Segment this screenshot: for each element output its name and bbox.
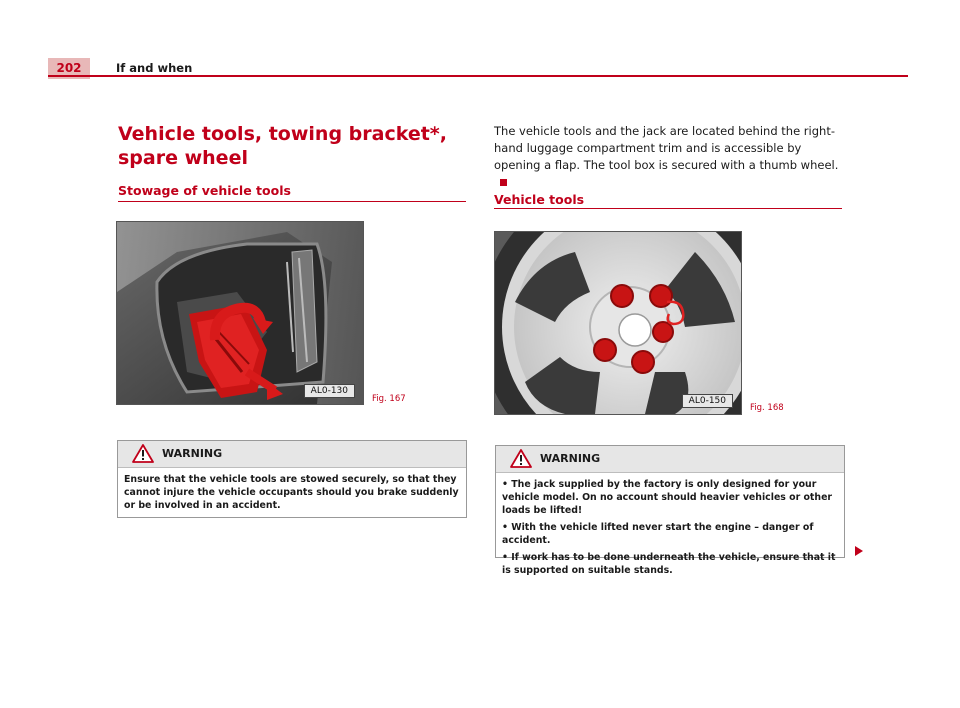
continue-arrow-icon <box>854 545 864 557</box>
warning-item: • The jack supplied by the factory is only designed for your vehicle model. On no account should heavier vehicles or other loads be lifted! <box>502 479 833 516</box>
tool-stowage-illustration <box>117 222 363 404</box>
page-title-line2: spare wheel <box>118 147 248 169</box>
warning-triangle-icon <box>132 444 154 463</box>
subtitle-vehicle-tools: Vehicle tools <box>494 192 585 207</box>
alloy-wheel-illustration <box>495 232 741 414</box>
page-number: 202 <box>48 58 90 79</box>
warning-title: WARNING <box>162 447 223 460</box>
figure-code: AL0-150 <box>682 394 733 408</box>
warning-item: • If work has to be done underneath the vehicle, ensure that it is supported on suitable stands. <box>502 552 836 576</box>
warning-list <box>496 473 844 589</box>
figure-label-167: Fig. 167 <box>372 394 406 404</box>
warning-triangle-icon <box>510 449 532 468</box>
intro-paragraph <box>494 123 846 191</box>
subtitle-stowage: Stowage of vehicle tools <box>118 183 291 198</box>
section-title: If and when <box>116 61 193 75</box>
header-rule <box>48 75 908 77</box>
warning-text: Ensure that the vehicle tools are stowed securely, so that they cannot injure the vehicle occupants should you brake suddenly or be involved in an accident. <box>124 474 459 511</box>
warning-header <box>118 441 466 468</box>
warning-box-left <box>117 440 467 518</box>
warning-title: WARNING <box>540 452 601 465</box>
page-title-line1: Vehicle tools, towing bracket*, <box>118 123 447 145</box>
warning-item: • With the vehicle lifted never start the engine – danger of accident. <box>502 522 814 546</box>
warning-header <box>496 446 844 473</box>
figure-167-image <box>116 221 364 405</box>
end-of-section-mark <box>500 179 507 186</box>
figure-label-168: Fig. 168 <box>750 403 784 413</box>
intro-text: The vehicle tools and the jack are located behind the right-hand luggage compartment trim and is accessible by opening a flap. The tool box is secured with a thumb wheel. <box>494 124 839 172</box>
figure-code: AL0-130 <box>304 384 355 398</box>
page-title <box>118 122 458 170</box>
figure-168-image <box>494 231 742 415</box>
subtitle-rule-right <box>494 208 842 209</box>
warning-box-right <box>495 445 845 576</box>
subtitle-rule-left <box>118 201 466 202</box>
